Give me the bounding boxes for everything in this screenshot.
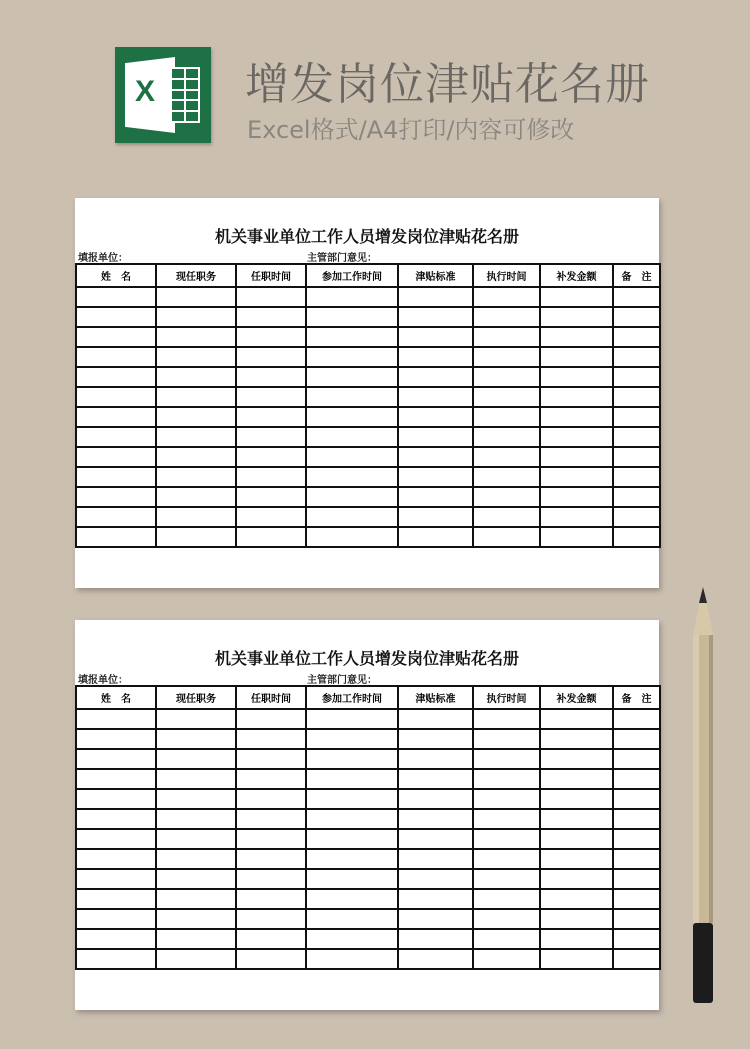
table-cell[interactable] (156, 427, 236, 447)
table-cell[interactable] (473, 447, 540, 467)
column-header: 补发金额 (540, 264, 613, 287)
column-header: 参加工作时间 (306, 686, 398, 709)
table-cell[interactable] (613, 407, 660, 427)
table-cell[interactable] (236, 307, 306, 327)
table-cell[interactable] (306, 347, 398, 367)
table-cell[interactable] (398, 287, 473, 307)
table-cell[interactable] (540, 789, 613, 809)
column-header: 备 注 (613, 686, 660, 709)
column-header: 津贴标准 (398, 264, 473, 287)
table-cell[interactable] (156, 327, 236, 347)
table-row (76, 809, 660, 829)
table-cell[interactable] (613, 789, 660, 809)
table-cell[interactable] (613, 949, 660, 969)
table-cell[interactable] (398, 427, 473, 447)
table-cell[interactable] (76, 347, 156, 367)
table-cell[interactable] (473, 809, 540, 829)
table-cell[interactable] (306, 809, 398, 829)
table-cell[interactable] (613, 809, 660, 829)
table-cell[interactable] (613, 709, 660, 729)
table-cell[interactable] (398, 487, 473, 507)
table-cell[interactable] (156, 769, 236, 789)
table-cell[interactable] (306, 407, 398, 427)
table-cell[interactable] (306, 949, 398, 969)
table-cell[interactable] (76, 849, 156, 869)
table-cell[interactable] (156, 869, 236, 889)
header-row (76, 264, 660, 287)
table-cell[interactable] (76, 809, 156, 829)
table-cell[interactable] (613, 427, 660, 447)
table-cell[interactable] (76, 889, 156, 909)
table-cell[interactable] (473, 709, 540, 729)
table-cell[interactable] (76, 327, 156, 347)
table-cell[interactable] (540, 769, 613, 789)
column-header: 现任职务 (156, 264, 236, 287)
table-cell[interactable] (398, 709, 473, 729)
table-row (76, 869, 660, 889)
table-cell[interactable] (540, 909, 613, 929)
table-cell[interactable] (236, 467, 306, 487)
table-cell[interactable] (473, 749, 540, 769)
table-cell[interactable] (76, 427, 156, 447)
table-row (76, 909, 660, 929)
table-cell[interactable] (398, 367, 473, 387)
table-cell[interactable] (398, 729, 473, 749)
table-cell[interactable] (306, 367, 398, 387)
table-cell[interactable] (76, 487, 156, 507)
table-cell[interactable] (473, 327, 540, 347)
table-cell[interactable] (76, 307, 156, 327)
table-row (76, 487, 660, 507)
department-opinion-label: 主管部门意见： (307, 675, 377, 686)
table-cell[interactable] (76, 447, 156, 467)
table-cell[interactable] (473, 789, 540, 809)
table-cell[interactable] (156, 829, 236, 849)
table-cell[interactable] (236, 789, 306, 809)
table-cell[interactable] (306, 507, 398, 527)
table-cell[interactable] (398, 749, 473, 769)
table-cell[interactable] (540, 889, 613, 909)
table-cell[interactable] (76, 507, 156, 527)
pencil-icon (690, 585, 716, 1007)
column-header: 任职时间 (236, 686, 306, 709)
table-cell[interactable] (540, 367, 613, 387)
column-header: 姓 名 (76, 264, 156, 287)
table-cell[interactable] (236, 949, 306, 969)
table-cell[interactable] (613, 829, 660, 849)
table-row (76, 749, 660, 769)
table-cell[interactable] (540, 467, 613, 487)
table-cell[interactable] (473, 889, 540, 909)
table-cell[interactable] (156, 889, 236, 909)
table-cell[interactable] (473, 849, 540, 869)
reporting-unit-label: 填报单位： (78, 675, 128, 686)
table-cell[interactable] (613, 929, 660, 949)
roster-table (75, 685, 661, 970)
table-cell[interactable] (613, 347, 660, 367)
table-row (76, 387, 660, 407)
table-cell[interactable] (306, 467, 398, 487)
table-cell[interactable] (76, 709, 156, 729)
table-row (76, 367, 660, 387)
table-cell[interactable] (473, 769, 540, 789)
table-cell[interactable] (236, 849, 306, 869)
table-cell[interactable] (613, 729, 660, 749)
table-cell[interactable] (398, 829, 473, 849)
table-cell[interactable] (473, 527, 540, 547)
table-cell[interactable] (613, 769, 660, 789)
table-row (76, 467, 660, 487)
sheet-title: 机关事业单位工作人员增发岗位津贴花名册 (214, 649, 519, 668)
column-header: 姓 名 (76, 686, 156, 709)
table-row (76, 347, 660, 367)
table-cell[interactable] (540, 427, 613, 447)
table-cell[interactable] (306, 447, 398, 467)
table-cell[interactable] (540, 507, 613, 527)
table-cell[interactable] (398, 869, 473, 889)
table-cell[interactable] (398, 307, 473, 327)
table-cell[interactable] (473, 287, 540, 307)
table-cell[interactable] (76, 869, 156, 889)
table-cell[interactable] (76, 527, 156, 547)
table-cell[interactable] (236, 749, 306, 769)
table-cell[interactable] (613, 749, 660, 769)
table-cell[interactable] (156, 729, 236, 749)
table-cell[interactable] (236, 367, 306, 387)
table-cell[interactable] (156, 347, 236, 367)
table-cell[interactable] (156, 387, 236, 407)
table-cell[interactable] (613, 527, 660, 547)
table-cell[interactable] (306, 327, 398, 347)
column-header: 现任职务 (156, 686, 236, 709)
table-cell[interactable] (398, 527, 473, 547)
table-cell[interactable] (473, 729, 540, 749)
table-cell[interactable] (76, 729, 156, 749)
table-cell[interactable] (236, 729, 306, 749)
table-row (76, 829, 660, 849)
table-cell[interactable] (236, 507, 306, 527)
table-cell[interactable] (398, 909, 473, 929)
table-cell[interactable] (398, 789, 473, 809)
table-cell[interactable] (236, 769, 306, 789)
table-cell[interactable] (306, 427, 398, 447)
table-cell[interactable] (540, 929, 613, 949)
column-header: 参加工作时间 (306, 264, 398, 287)
table-cell[interactable] (306, 729, 398, 749)
table-cell[interactable] (613, 889, 660, 909)
table-cell[interactable] (613, 327, 660, 347)
table-cell[interactable] (306, 487, 398, 507)
table-cell[interactable] (236, 487, 306, 507)
table-cell[interactable] (76, 407, 156, 427)
table-cell[interactable] (156, 789, 236, 809)
table-cell[interactable] (398, 889, 473, 909)
table-cell[interactable] (398, 467, 473, 487)
table-cell[interactable] (306, 709, 398, 729)
table-row (76, 407, 660, 427)
table-row (76, 929, 660, 949)
table-cell[interactable] (540, 347, 613, 367)
table-cell[interactable] (306, 929, 398, 949)
table-cell[interactable] (236, 829, 306, 849)
table-cell[interactable] (236, 447, 306, 467)
table-cell[interactable] (156, 909, 236, 929)
page-subtitle: Excel格式/A4打印/内容可修改 (247, 116, 575, 144)
table-cell[interactable] (540, 307, 613, 327)
table-cell[interactable] (236, 347, 306, 367)
table-cell[interactable] (540, 407, 613, 427)
table-row (76, 949, 660, 969)
table-cell[interactable] (613, 467, 660, 487)
table-cell[interactable] (156, 709, 236, 729)
roster-table (75, 263, 661, 548)
table-cell[interactable] (473, 487, 540, 507)
table-cell[interactable] (398, 327, 473, 347)
table-cell[interactable] (473, 869, 540, 889)
table-cell[interactable] (398, 407, 473, 427)
table-cell[interactable] (156, 367, 236, 387)
table-cell[interactable] (473, 387, 540, 407)
table-row (76, 287, 660, 307)
table-cell[interactable] (398, 949, 473, 969)
table-cell[interactable] (156, 407, 236, 427)
table-cell[interactable] (540, 387, 613, 407)
column-header: 备 注 (613, 264, 660, 287)
table-cell[interactable] (398, 387, 473, 407)
table-cell[interactable] (156, 949, 236, 969)
table-cell[interactable] (540, 869, 613, 889)
table-cell[interactable] (473, 467, 540, 487)
table-row (76, 307, 660, 327)
table-cell[interactable] (306, 307, 398, 327)
reporting-unit-label: 填报单位： (78, 253, 128, 264)
table-cell[interactable] (156, 929, 236, 949)
table-cell[interactable] (613, 487, 660, 507)
table-cell[interactable] (76, 769, 156, 789)
table-cell[interactable] (76, 287, 156, 307)
table-cell[interactable] (398, 507, 473, 527)
table-cell[interactable] (473, 307, 540, 327)
table-row (76, 849, 660, 869)
table-cell[interactable] (613, 869, 660, 889)
table-cell[interactable] (306, 889, 398, 909)
table-cell[interactable] (236, 407, 306, 427)
table-row (76, 507, 660, 527)
table-cell[interactable] (236, 527, 306, 547)
table-row (76, 527, 660, 547)
table-cell[interactable] (473, 507, 540, 527)
table-cell[interactable] (473, 427, 540, 447)
table-cell[interactable] (306, 789, 398, 809)
table-cell[interactable] (306, 749, 398, 769)
table-cell[interactable] (473, 407, 540, 427)
table-cell[interactable] (613, 447, 660, 467)
sheet-preview-2 (75, 620, 659, 1010)
table-cell[interactable] (540, 287, 613, 307)
table-cell[interactable] (156, 507, 236, 527)
table-cell[interactable] (306, 387, 398, 407)
sheet-preview-1 (75, 198, 659, 588)
table-cell[interactable] (540, 809, 613, 829)
table-cell[interactable] (473, 929, 540, 949)
table-cell[interactable] (398, 347, 473, 367)
table-cell[interactable] (76, 909, 156, 929)
table-cell[interactable] (156, 467, 236, 487)
excel-logo-icon: X (115, 47, 211, 143)
table-cell[interactable] (236, 889, 306, 909)
table-cell[interactable] (156, 749, 236, 769)
table-cell[interactable] (236, 287, 306, 307)
table-cell[interactable] (236, 909, 306, 929)
table-cell[interactable] (76, 829, 156, 849)
table-row (76, 327, 660, 347)
table-cell[interactable] (398, 849, 473, 869)
table-cell[interactable] (540, 327, 613, 347)
table-cell[interactable] (236, 387, 306, 407)
table-cell[interactable] (398, 809, 473, 829)
table-row (76, 889, 660, 909)
table-cell[interactable] (540, 849, 613, 869)
table-cell[interactable] (540, 487, 613, 507)
header-row (76, 686, 660, 709)
table-cell[interactable] (306, 769, 398, 789)
table-cell[interactable] (236, 327, 306, 347)
column-header: 执行时间 (473, 264, 540, 287)
department-opinion-label: 主管部门意见： (307, 253, 377, 264)
table-row (76, 789, 660, 809)
page-title: 增发岗位津贴花名册 (245, 59, 650, 110)
table-cell[interactable] (156, 307, 236, 327)
table-cell[interactable] (156, 447, 236, 467)
table-cell[interactable] (306, 287, 398, 307)
table-cell[interactable] (236, 929, 306, 949)
table-cell[interactable] (306, 869, 398, 889)
sheet-title: 机关事业单位工作人员增发岗位津贴花名册 (214, 227, 519, 246)
table-cell[interactable] (76, 949, 156, 969)
table-cell[interactable] (540, 527, 613, 547)
column-header: 津贴标准 (398, 686, 473, 709)
table-cell[interactable] (540, 709, 613, 729)
table-cell[interactable] (156, 527, 236, 547)
table-cell[interactable] (398, 769, 473, 789)
table-cell[interactable] (156, 487, 236, 507)
table-cell[interactable] (236, 709, 306, 729)
table-cell[interactable] (76, 387, 156, 407)
table-cell[interactable] (306, 909, 398, 929)
table-cell[interactable] (473, 949, 540, 969)
table-row (76, 709, 660, 729)
table-cell[interactable] (398, 929, 473, 949)
table-cell[interactable] (613, 387, 660, 407)
table-cell[interactable] (473, 367, 540, 387)
table-cell[interactable] (306, 849, 398, 869)
table-cell[interactable] (473, 829, 540, 849)
table-cell[interactable] (156, 287, 236, 307)
column-header: 任职时间 (236, 264, 306, 287)
table-cell[interactable] (613, 849, 660, 869)
table-cell[interactable] (540, 447, 613, 467)
table-cell[interactable] (473, 347, 540, 367)
table-row (76, 729, 660, 749)
table-cell[interactable] (613, 909, 660, 929)
table-cell[interactable] (236, 809, 306, 829)
table-cell[interactable] (613, 367, 660, 387)
table-row (76, 447, 660, 467)
table-cell[interactable] (156, 809, 236, 829)
table-cell[interactable] (613, 287, 660, 307)
table-cell[interactable] (236, 869, 306, 889)
table-row (76, 427, 660, 447)
table-cell[interactable] (76, 789, 156, 809)
table-cell[interactable] (76, 929, 156, 949)
table-cell[interactable] (398, 447, 473, 467)
table-cell[interactable] (473, 909, 540, 929)
table-cell[interactable] (306, 829, 398, 849)
column-header: 执行时间 (473, 686, 540, 709)
table-row (76, 769, 660, 789)
table-cell[interactable] (236, 427, 306, 447)
table-cell[interactable] (540, 949, 613, 969)
column-header: 补发金额 (540, 686, 613, 709)
table-cell[interactable] (613, 507, 660, 527)
table-cell[interactable] (540, 749, 613, 769)
table-cell[interactable] (76, 467, 156, 487)
table-cell[interactable] (76, 367, 156, 387)
table-cell[interactable] (306, 527, 398, 547)
table-cell[interactable] (613, 307, 660, 327)
table-cell[interactable] (540, 729, 613, 749)
table-cell[interactable] (76, 749, 156, 769)
table-cell[interactable] (540, 829, 613, 849)
table-cell[interactable] (156, 849, 236, 869)
